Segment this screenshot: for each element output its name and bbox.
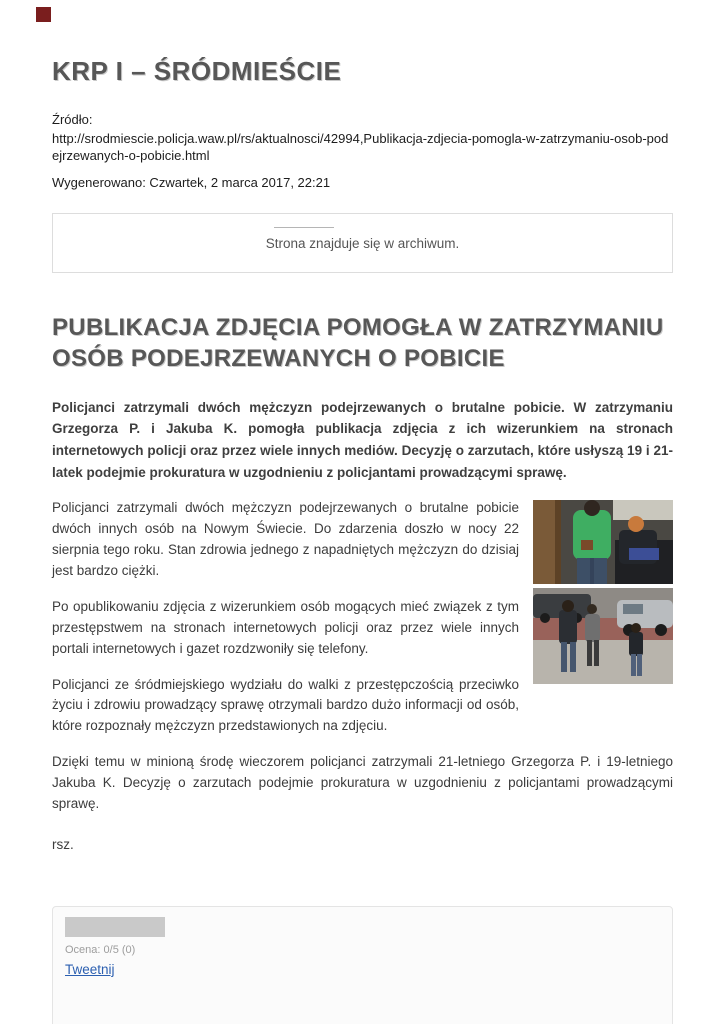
article-lead: Policjanci zatrzymali dwóch mężczyzn podejrzewanych o brutalne pobicie. W zatrzymaniu Grzegorza P. i Jakuba K. pomogła publikacja zdjęcia z ich wizerunkiem na stronach internetowych policji oraz przez wiele innych mediów. Decyzję o zarzutach, które usłyszą 19 i 21-latek podejmie prokuratura w uzgodnieniu z policjantami prowadzącymi sprawę. — [52, 399, 673, 481]
article-paragraph: Policjanci zatrzymali dwóch mężczyzn podejrzewanych o brutalne pobicie dwóch innych osób na Nowym Świecie. Do zdarzenia doszło w nocy 22 sierpnia tego roku. Stan zdrowia jednego z napadniętych mężczyzn do dzisiaj jest bardzo ciężki. — [52, 500, 519, 578]
article-photo-indoor-arrest — [533, 500, 673, 584]
page-title: KRP I – ŚRÓDMIEŚCIE — [52, 56, 342, 86]
archive-icon-placeholder — [274, 227, 334, 228]
source-url: http://srodmiescie.policja.waw.pl/rs/aktualnosci/42994,Publikacja-zdjecia-pomogla-w-zatrzymaniu-osob-podejrzewanych-o-pobicie.html — [52, 130, 669, 164]
article-title: PUBLIKACJA ZDJĘCIA POMOGŁA W ZATRZYMANIU OSÓB PODEJRZEWANYCH O POBICIE — [52, 314, 664, 372]
article-paragraph: Dzięki temu w minioną środę wieczorem policjanci zatrzymali 21-letniego Grzegorza P. i 19-letniego Jakuba K. Decyzję o zarzutach podejmie prokuratura w uzgodnieniu z policjantami prowadzącymi sprawę. — [52, 754, 673, 812]
source-block — [52, 111, 673, 191]
article-photos — [533, 500, 673, 688]
source-label: Źródło: — [52, 112, 93, 127]
site-logo-mark — [36, 7, 51, 22]
archive-notice-box — [52, 213, 673, 273]
generated-timestamp: Wygenerowano: Czwartek, 2 marca 2017, 22:21 — [52, 174, 331, 190]
archive-notice-inner — [266, 227, 460, 253]
article-signature: rsz. — [52, 837, 74, 853]
rating-share-box — [52, 906, 673, 1024]
article-paragraph: Policjanci ze śródmiejskiego wydziału do walki z przestępczością przeciwko życiu i zdrowiu prowadzący sprawę otrzymali bardzo dużo informacji od osób, które rozpoznały mężczyzn przedstawionych na zdjęciu. — [52, 676, 519, 734]
rating-label: Ocena: 0/5 (0) — [65, 943, 136, 956]
tweet-link[interactable]: Tweetnij — [65, 961, 115, 977]
article-paragraph: Po opublikowaniu zdjęcia z wizerunkiem osób mogących mieć związek z tym przestępstwem na stronach internetowych policji oraz przez wiele innych portali internetowych i gazet rozdzwoniły się telefony. — [52, 598, 519, 656]
archive-notice-text: Strona znajduje się w archiwum. — [265, 236, 460, 252]
share-widget-placeholder — [65, 917, 165, 937]
article-photo-street-scene — [533, 588, 673, 684]
article-body — [52, 498, 673, 856]
